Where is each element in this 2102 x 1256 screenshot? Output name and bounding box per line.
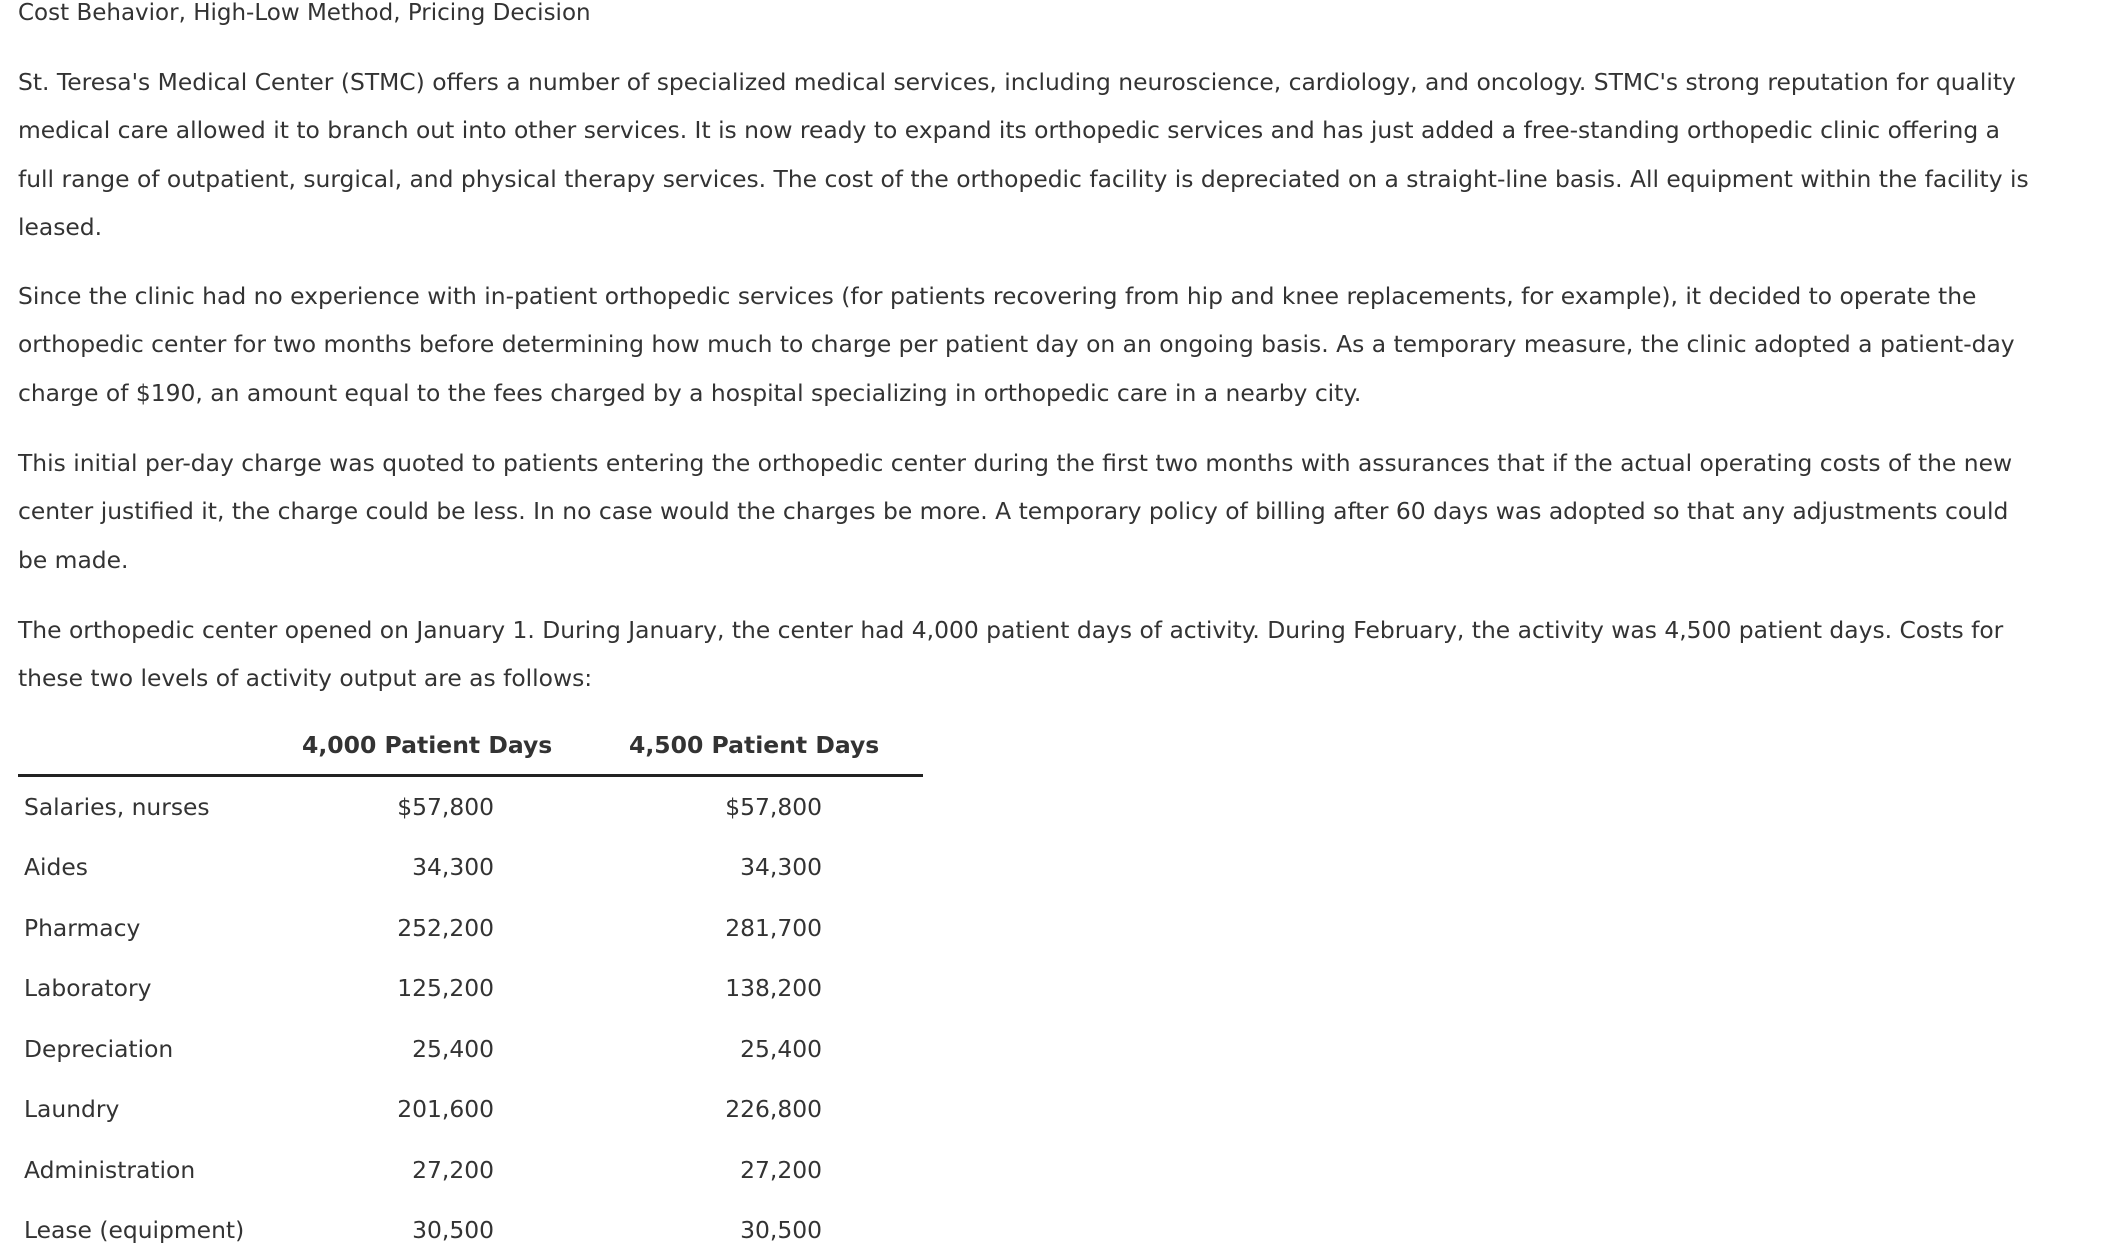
table-row [18, 787, 923, 827]
paragraph-intro [18, 58, 2029, 252]
cost-4000: 34,300 [412, 853, 494, 881]
table-row [18, 968, 923, 1008]
page-title: Cost Behavior, High-Low Method, Pricing Decision [18, 0, 591, 26]
table-row [18, 1029, 923, 1069]
text-line: The orthopedic center opened on January 1. During January, the center had 4,000 patient days of activity. During February, the activity was 4,500 patient days. Costs for [18, 616, 2004, 644]
cost-4500: 281,700 [725, 914, 822, 942]
text-line: medical care allowed it to branch out into other services. It is now ready to expand its orthopedic services and has just added a free-standing orthopedic clinic offering a [18, 116, 2000, 145]
column-header-4000: 4,000 Patient Days [302, 731, 553, 759]
text-line: full range of outpatient, surgical, and physical therapy services. The cost of the orthopedic facility is depreciated on a straight-line basis. All equipment within the facility is [18, 164, 2029, 193]
text-line: Since the clinic had no experience with in-patient orthopedic services (for patients recovering from hip and knee replacements, for example), it decided to operate the [18, 282, 1977, 310]
paragraph-experience [18, 272, 2015, 417]
cost-4500: 226,800 [725, 1095, 822, 1123]
text-line: charge of $190, an amount equal to the fees charged by a hospital specializing in orthopedic care in a nearby city. [18, 378, 1362, 407]
row-label: Salaries, nurses [24, 793, 210, 821]
row-label: Laundry [24, 1095, 120, 1123]
cost-4500: 25,400 [740, 1035, 822, 1063]
paragraph-activity [18, 606, 2003, 703]
row-label: Lease (equipment) [24, 1216, 245, 1244]
cost-4000: $57,800 [397, 793, 494, 821]
cost-4000: 125,200 [397, 974, 494, 1002]
header-divider [18, 774, 923, 777]
text-line: orthopedic center for two months before determining how much to charge per patient day on an ongoing basis. As a temporary measure, the clinic adopted a patient-day [18, 330, 2015, 359]
cost-4000: 27,200 [412, 1156, 494, 1184]
table-row [18, 1089, 923, 1129]
cost-4000: 201,600 [397, 1095, 494, 1123]
row-label: Laboratory [24, 974, 152, 1002]
cost-4000: 30,500 [412, 1216, 494, 1244]
cost-4500: $57,800 [725, 793, 822, 821]
cost-4500: 30,500 [740, 1216, 822, 1244]
text-line: This initial per-day charge was quoted to patients entering the orthopedic center during the first two months with assurances that if the actual operating costs of the new [18, 449, 2013, 477]
row-label: Pharmacy [24, 914, 141, 942]
table-row [18, 1210, 923, 1250]
cost-4500: 27,200 [740, 1156, 822, 1184]
text-line: center justified it, the charge could be less. In no case would the charges be more. A temporary policy of billing after 60 days was adopted so that any adjustments could [18, 497, 2009, 526]
table-row [18, 847, 923, 887]
row-label: Administration [24, 1156, 196, 1184]
cost-4500: 34,300 [740, 853, 822, 881]
text-line: St. Teresa's Medical Center (STMC) offers a number of specialized medical services, including neuroscience, cardiology, and oncology. STMC's strong reputation for quality [18, 68, 2016, 96]
text-line: leased. [18, 213, 103, 242]
text-line: be made. [18, 545, 129, 574]
row-label: Depreciation [24, 1035, 174, 1063]
row-label: Aides [24, 853, 88, 881]
column-header-4500: 4,500 Patient Days [629, 731, 880, 759]
cost-4500: 138,200 [725, 974, 822, 1002]
table-row [18, 1150, 923, 1190]
text-line: these two levels of activity output are as follows: [18, 664, 593, 693]
paragraph-charge-policy [18, 439, 2012, 584]
cost-4000: 25,400 [412, 1035, 494, 1063]
cost-4000: 252,200 [397, 914, 494, 942]
table-row [18, 908, 923, 948]
